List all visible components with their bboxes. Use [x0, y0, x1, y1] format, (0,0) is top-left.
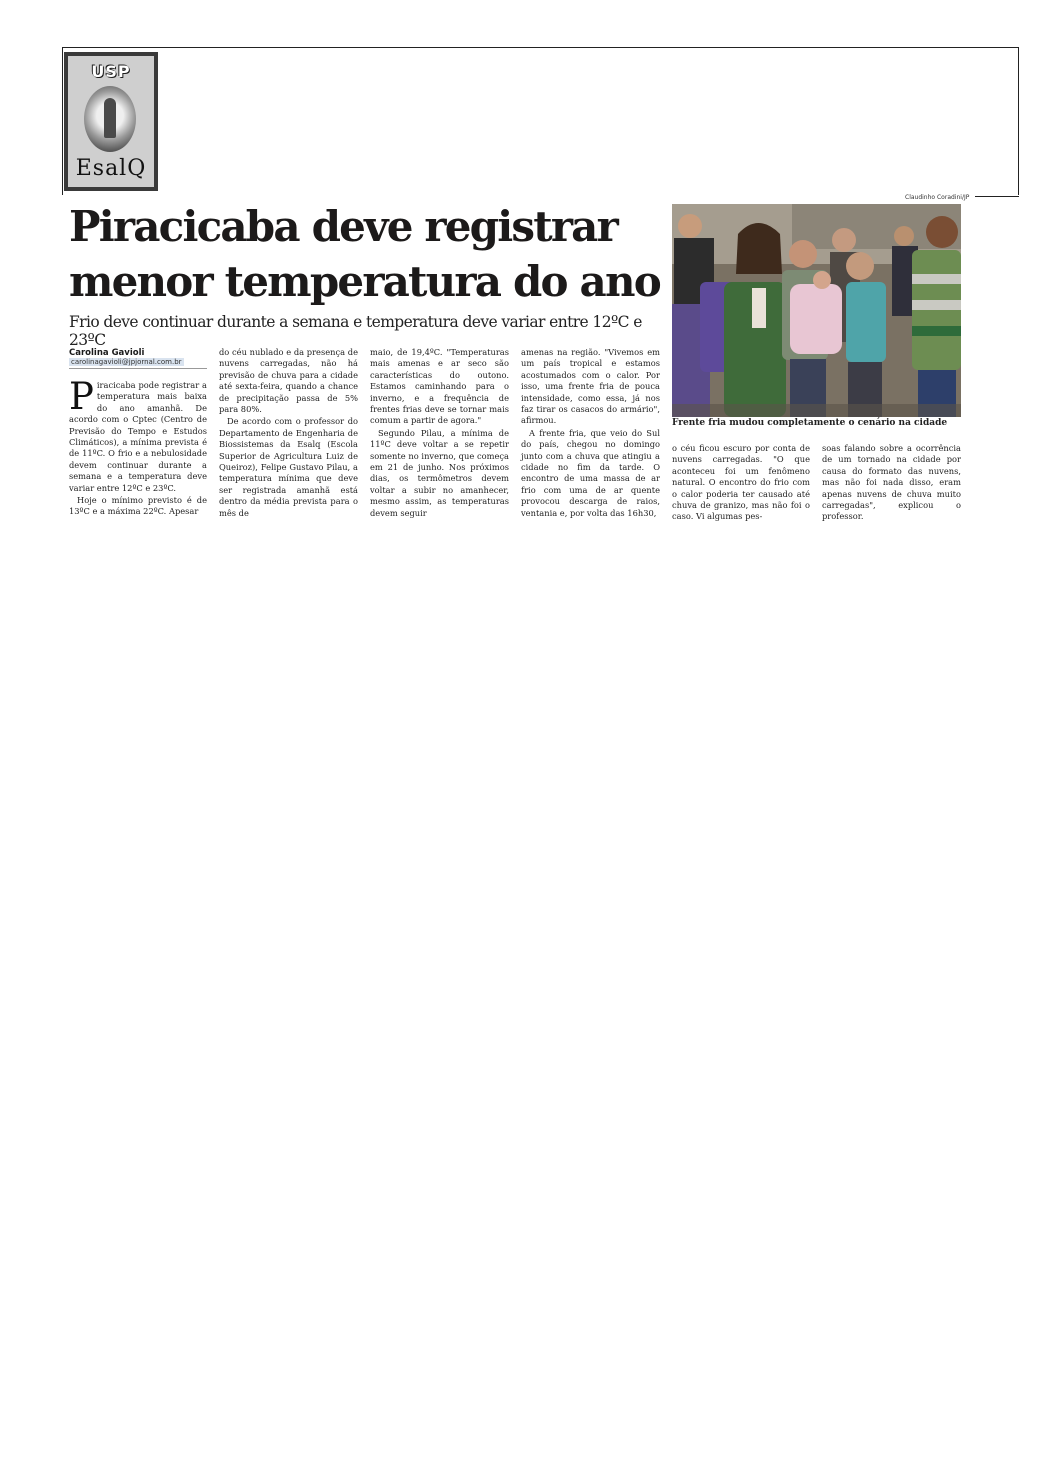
- photo-caption: Frente fria mudou completamente o cenário na cidade: [672, 418, 948, 428]
- article-column-6: [822, 443, 961, 523]
- paragraph: Hoje o mínimo previsto é de 13ºC e a máxima 22ºC. Apesar: [69, 495, 207, 517]
- article-column-1: [69, 375, 207, 518]
- paragraph: iracicaba pode registrar a temperatura mais baixa do ano amanhã. De acordo com o Cptec (Centro de Previsão do Tempo e Estudos Climáticos), a mínima prevista é de 11ºC. O frio e a nebulosidade devem continuar durante a semana e a temperatura deve variar entre 12ºC e 23ºC.: [69, 380, 207, 493]
- article-column-2: [219, 347, 358, 519]
- drop-cap: P: [69, 375, 94, 418]
- paragraph: soas falando sobre a ocorrência de um tornado na cidade por causa do formato das nuvens, mas não foi nada disso, eram apenas nuvens de chuva muito carregadas", explicou o professor.: [822, 443, 961, 522]
- crowd-photo-illustration: [672, 204, 961, 417]
- subheadline: Frio deve continuar durante a semana e temperatura deve variar entre 12ºC e 23ºC: [69, 313, 642, 349]
- logo-esalq-text: EsalQ: [75, 156, 147, 181]
- logo-usp-text: USP: [91, 62, 131, 81]
- author-name: Carolina Gavioli: [69, 348, 145, 358]
- clipping-frame: [62, 47, 1019, 195]
- byline-divider: [69, 368, 207, 369]
- article-column-3: [370, 347, 509, 519]
- frame-rule: [975, 196, 1019, 197]
- article-column-5: [672, 443, 810, 523]
- paragraph: Segundo Pilau, a mínima de 11ºC deve voltar a se repetir somente no inverno, que começa em 21 de junho. Nos próximos dias, os termômetros devem voltar a subir no amanhecer, mesmo assim, as temperaturas devem seguir: [370, 427, 509, 518]
- paragraph: o céu ficou escuro por conta de nuvens carregadas. "O que aconteceu foi um fenômeno natural. O encontro do frio com o calor poderia ter causado até chuva de granizo, mas não foi o caso. Vi algumas pes-: [672, 443, 810, 522]
- author-email[interactable]: carolinagavioli@jpjornal.com.br: [71, 358, 182, 366]
- statue-icon: [104, 98, 116, 138]
- paragraph: maio, de 19,4ºC. "Temperaturas mais amenas e ar seco são características do outono. Estamos caminhando para o inverno, e a frequência de frentes frias deve se tornar mais comum a partir de agora.": [370, 347, 509, 426]
- article-column-4: [521, 347, 660, 519]
- paragraph: do céu nublado e da presença de nuvens carregadas, não há previsão de chuva para a cidade até sexta-feira, quando a chance de precipitação passa de 5% para 80%.: [219, 347, 358, 415]
- paragraph: De acordo com o professor do Departamento de Engenharia de Biossistemas da Esalq (Escola Superior de Agricultura Luiz de Queiroz), Felipe Gustavo Pilau, a temperatura mínima que deve ser registrada amanhã está dentro da média prevista para o mês de: [219, 416, 358, 518]
- paragraph: amenas na região. "Vivemos em um país tropical e estamos acostumados com o calor. Por isso, uma frente fria de pouca intensidade, como essa, já nos faz tirar os casacos do armário", afirmou.: [521, 347, 660, 426]
- news-photo: [672, 204, 961, 417]
- paragraph: A frente fria, que veio do Sul do país, chegou no domingo junto com a chuva que atingiu a cidade no fim da tarde. O encontro de uma massa de ar frio com uma de ar quente provocou descarga de raios, ventania e, por volta das 16h30,: [521, 427, 660, 518]
- photo-credit: Claudinho Coradini/JP: [905, 194, 970, 201]
- usp-esalq-logo: [64, 52, 158, 191]
- headline: Piracicaba deve registrar menor temperatura do ano: [69, 202, 660, 306]
